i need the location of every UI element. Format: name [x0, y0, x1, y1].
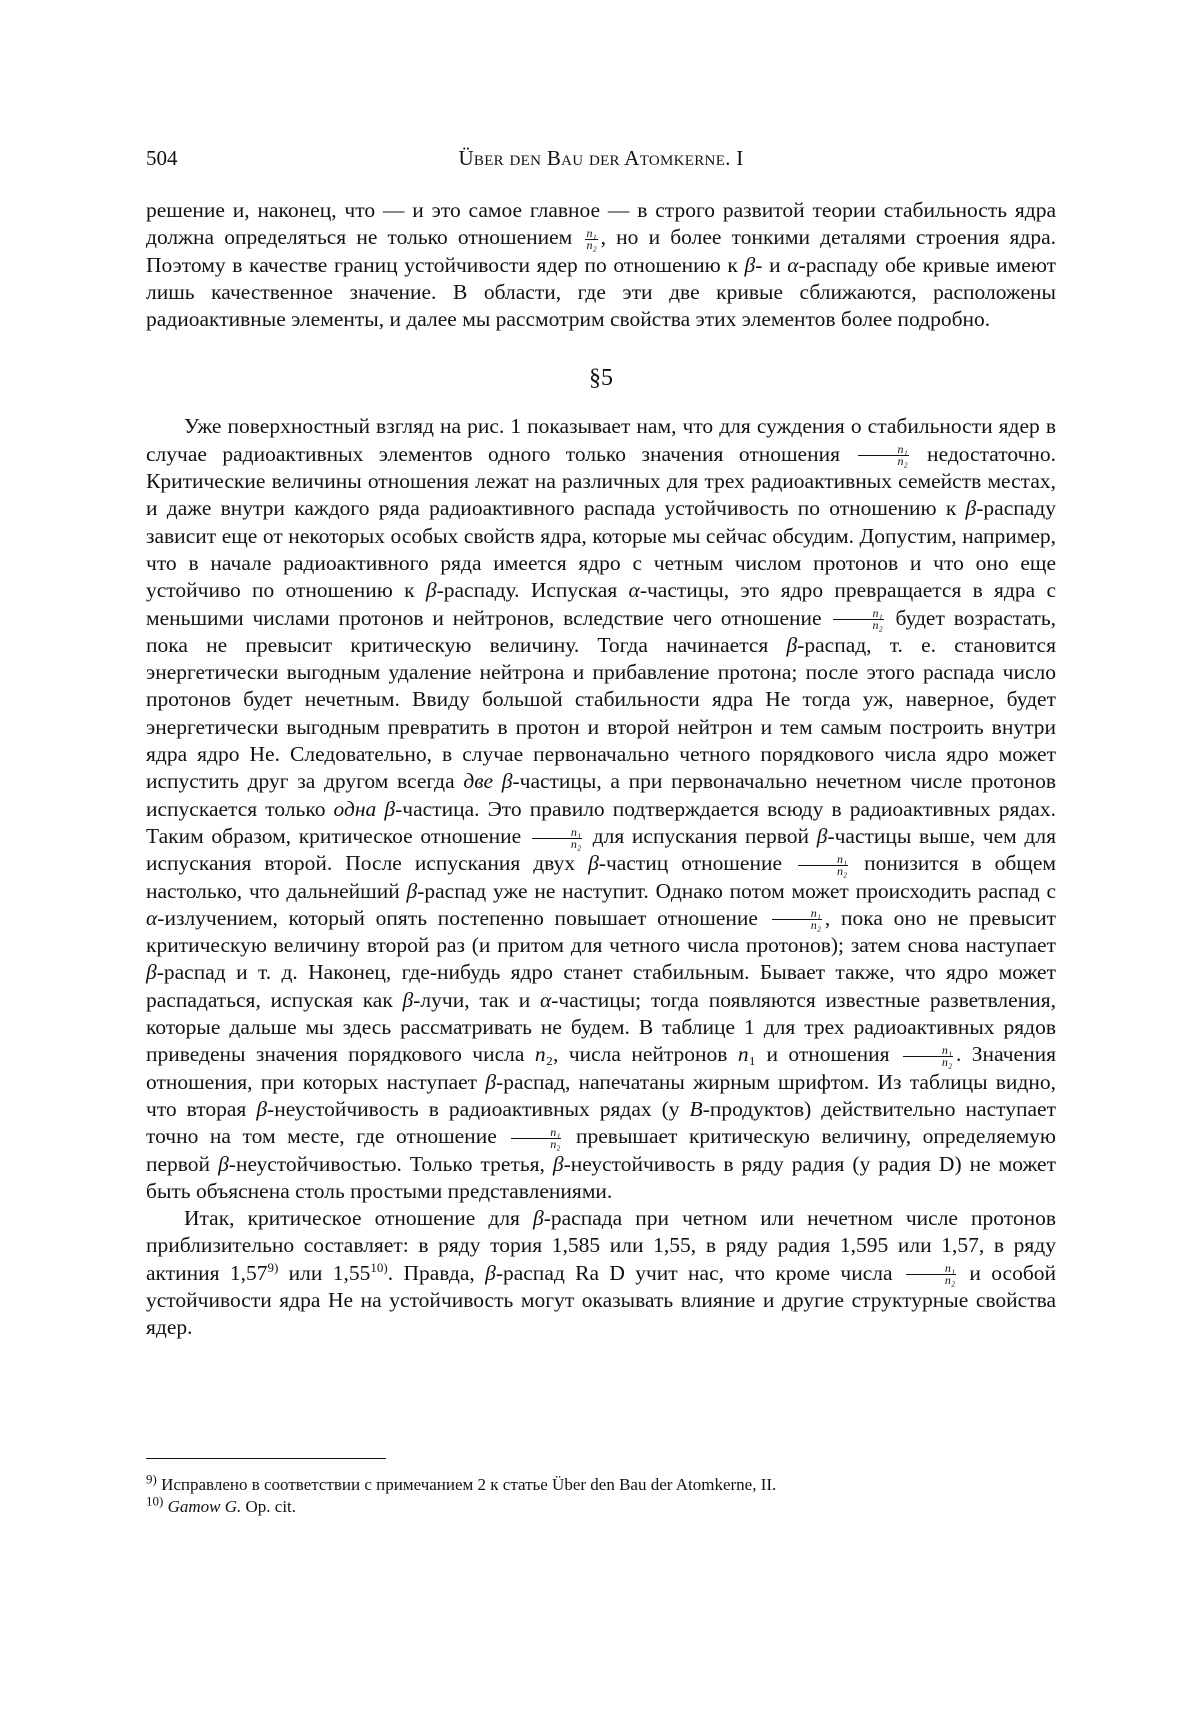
footnote-mark: 10)	[146, 1493, 164, 1509]
footnote-mark: 9)	[146, 1471, 157, 1487]
fraction-n1-n2: $\frac{\text{n₁}}{\text{n₂}}$	[511, 1127, 561, 1150]
footnote-ref-10: 10)	[370, 1259, 388, 1275]
running-head	[146, 146, 1056, 176]
footnote-author: Gamow G.	[167, 1497, 242, 1516]
footnote-divider	[146, 1458, 386, 1459]
fraction-n1-n2: $\frac{\text{n₁}}{\text{n₂}}$	[833, 608, 883, 631]
footnotes	[146, 1471, 1056, 1518]
footnote-9	[146, 1471, 1056, 1496]
paragraph: Итак, критическое отношение для β-распада при четном или нечетном числе протонов приблизительно составляет: в ряду тория 1,585 или 1,55, в ряду радия 1,595 или 1,57, в ряду актиния 1,57$^{9)}$ или 1,55$^{10)}$. Правда, β-распад Ra D учит нас, что кроме числа $\frac{\text{n₁}}{\text{n₂}}$ и особой устойчивости ядра Не на устойчивость могут оказывать влияние и другие структурные свойства ядер.	[146, 1206, 1057, 1340]
section-heading: §5	[589, 365, 613, 392]
fraction-n1-n2: $\frac{\text{n₁}}{\text{n₂}}$	[906, 1263, 956, 1286]
fraction-n1-n2: $\frac{\text{n₁}}{\text{n₂}}$	[858, 444, 908, 467]
fraction-n1-n2: $\frac{\text{n₁}}{\text{n₂}}$	[903, 1045, 953, 1068]
fraction-n1-n2: $\frac{\text{n₁}}{\text{n₂}}$	[772, 908, 822, 931]
footnote-text: Исправлено в соответствии с примечанием 2 к статье Über den Bau der Atomkerne, II.	[161, 1475, 777, 1494]
footnote-ref-9: 9)	[267, 1259, 279, 1275]
running-title: Über den Bau der Atomkerne. I	[458, 146, 744, 170]
page-number: 504	[146, 146, 178, 170]
fraction-n1-n2: $\frac{\text{n₁}}{\text{n₂}}$	[532, 827, 582, 850]
paragraph: решение и, наконец, что — и это самое главное — в строго развитой теории стабильность ядра должна определяться не только отношением $\frac{\text{n₁}}{\text{n₂}}$ , но и более тонкими деталями строения ядра. Поэтому в качестве границ устойчивости ядер по отношению к β- и α-распаду обе кривые имеют лишь качественное значение. В области, где эти две кривые сближаются, расположены радиоактивные элементы, и далее мы рассмотрим свойства этих элементов более подробно.	[146, 198, 1056, 332]
paragraph: Уже поверхностный взгляд на рис. 1 показывает нам, что для суждения о стабильности ядер в случае радиоактивных элементов одного только значения отношения $\frac{\text{n₁}}{\text{n₂}}$ недостаточно. Критические величины отношения лежат на различных для трех радиоактивных семейств местах, и даже внутри каждого ряда радиоактивного распада устойчивость по отношению к β-распаду зависит еще от некоторых особых свойств ядра, которые мы сейчас обсудим. Допустим, например, что в начале радиоактивного ряда имеется ядро с четным числом протонов и что оно еще устойчиво по отношению к β-распаду. Испуская α-частицы, это ядро превращается в ядра с меньшими числами протонов и нейтронов, вследствие чего отношение $\frac{\text{n₁}}{\text{n₂}}$ будет возрастать, пока не превысит критическую величину. Тогда начинается β-распад, т. е. становится энергетически выгодным удаление нейтрона и прибавление протона; после этого распада число протонов будет нечетным. Ввиду большой стабильности ядра Не тогда уж, наверное, будет энергетически выгодным превратить в протон и второй нейтрон и тем самым построить внутри ядра ядро Не. Следовательно, в случае первоначально четного порядкового числа ядро может испустить друг за другом всегда две β-частицы, а при первоначально нечетном числе протонов испускается только одна β-частица. Это правило подтверждается всюду в радиоактивных рядах. Таким образом, критическое отношение $\frac{\text{n₁}}{\text{n₂}}$ для испускания первой β-частицы выше, чем для испускания второй. После испускания двух β-частиц отношение $\frac{\text{n₁}}{\text{n₂}}$ понизится в общем настолько, что дальнейший β-распад уже не наступит. Однако потом может происходить распад с α-излучением, который опять постепенно повышает отношение $\frac{\text{n₁}}{\text{n₂}}$ , пока оно не превысит критическую величину второй раз (и притом для четного числа протонов); затем снова наступает β-распад и т. д. Наконец, где-нибудь ядро станет стабильным. Бывает также, что ядро может распадаться, испуская как β-лучи, так и α-частицы; тогда появляются известные разветвления, которые дальше мы здесь рассматривать не будем. В таблице 1 для трех радиоактивных рядов приведены значения порядкового числа n₂, числа нейтронов n₁ и отношения $\frac{\text{n₁}}{\text{n₂}}$ . Значения отношения, при которых наступает β-распад, напечатаны жирным шрифтом. Из таблицы видно, что вторая β-неустойчивость в радиоактивных рядах (у B-продуктов) действительно наступает точно на том месте, где отношение $\frac{\text{n₁}}{\text{n₂}}$ превышает критическую величину, определяемую первой β-неустойчивостью. Только третья, β-неустойчивость в ряду радия (у радия D) не может быть объяснена столь простыми представлениями.	[146, 414, 1057, 1203]
footnote-10	[146, 1493, 1056, 1518]
footnote-text: Op. cit.	[241, 1497, 297, 1516]
fraction-n1-n2: $\frac{\text{n₁}}{\text{n₂}}$	[798, 854, 848, 877]
body-text	[146, 197, 1056, 1342]
fraction-n1-n2: $\frac{\text{n₁}}{\text{n₂}}$	[586, 225, 597, 252]
